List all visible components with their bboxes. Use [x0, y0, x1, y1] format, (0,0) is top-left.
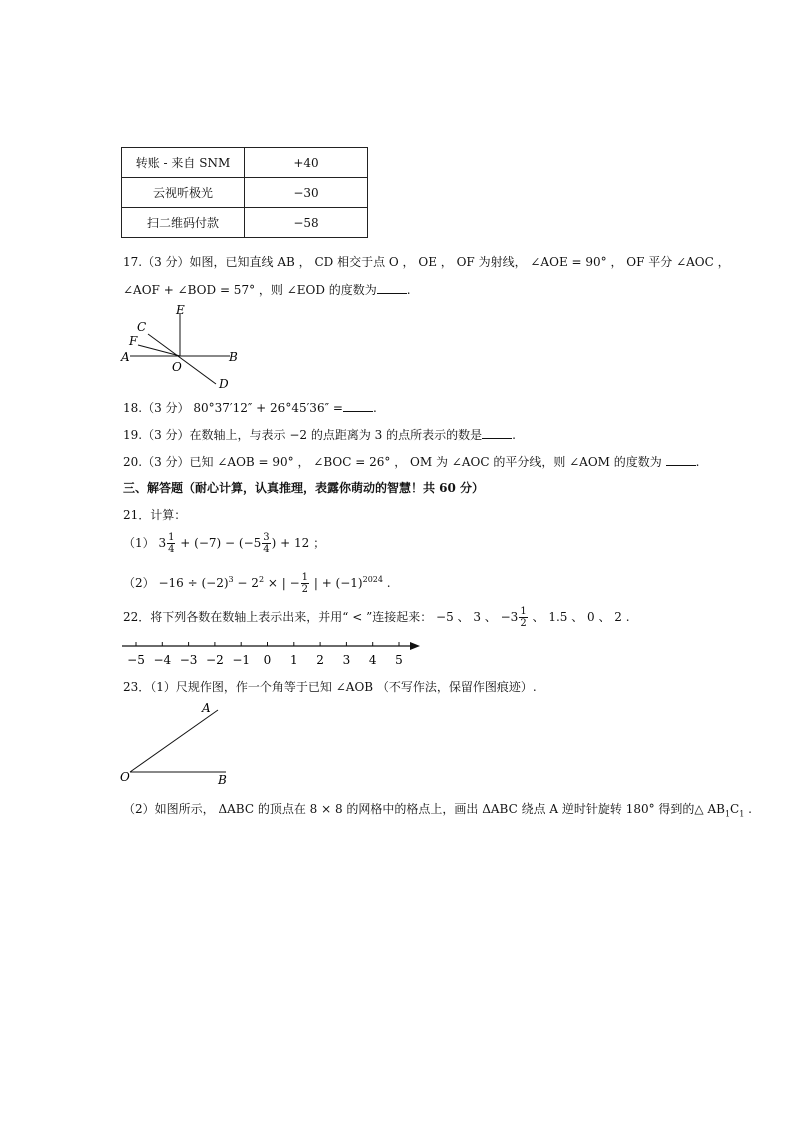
- transaction-table-body: [122, 148, 368, 238]
- q20-end: .: [695, 455, 700, 469]
- transaction-name-cell: 云视听极光: [122, 178, 245, 208]
- number-line-tick-label: 1: [289, 653, 298, 667]
- q21-p2-mid1: − 2: [233, 576, 259, 590]
- q23-p2-end: .: [744, 802, 752, 816]
- transaction-name-cell: 扫二维码付款: [122, 208, 245, 238]
- fraction-numerator: 1: [301, 572, 309, 583]
- q20-answer-blank[interactable]: [666, 453, 696, 466]
- number-line-tick-label: 0: [263, 653, 272, 667]
- fraction-one-quarter: [167, 532, 175, 555]
- transaction-amount-cell: +40: [245, 148, 368, 178]
- label-d: D: [219, 377, 229, 391]
- q22-text: [123, 604, 630, 630]
- q23-p2-prefix: （2）如图所示， ΔABC 的顶点在 8 × 8 的网格中的格点上，画出 ΔABC 绕点 A 逆时针旋转 180° 得到的△ AB: [123, 802, 725, 816]
- number-line-tick-label: 2: [316, 653, 324, 667]
- exponent: 3: [228, 575, 234, 584]
- section3-title: 三、解答题（耐心计算，认真推理，表露你萌动的智慧！共 60 分）: [123, 481, 485, 495]
- label-f: F: [129, 334, 138, 348]
- q17-line2-end: .: [406, 283, 411, 297]
- q23-part1: 23．（1）尺规作图，作一个角等于已知 ∠AOB （不写作法，保留作图痕迹）.: [123, 680, 537, 694]
- label-o: O: [172, 360, 182, 374]
- q21-p1-end: ) + 12 ；: [271, 536, 326, 550]
- number-line-tick-label: −1: [232, 653, 251, 667]
- fraction-denominator: 2: [301, 584, 309, 595]
- fraction-denominator: 4: [168, 544, 175, 555]
- q23-part2: [123, 801, 752, 822]
- number-line-tick-label: −3: [179, 653, 198, 667]
- transaction-row: [122, 148, 368, 178]
- label-e: E: [176, 303, 185, 317]
- ray-of: [138, 345, 180, 356]
- q19-text: 19.（3 分）在数轴上，与表示 −2 的点距离为 3 的点所表示的数是: [123, 428, 483, 442]
- number-line-tick-label: −2: [206, 653, 224, 667]
- ray-oa: [130, 710, 218, 772]
- label-b: B: [229, 350, 238, 364]
- fraction-one-half: [301, 572, 309, 595]
- fraction-numerator: 1: [520, 606, 527, 617]
- subscript: 1: [739, 809, 745, 819]
- label-a: A: [202, 701, 211, 715]
- transaction-row: [122, 208, 368, 238]
- q19: [123, 426, 516, 443]
- q19-answer-blank[interactable]: [482, 426, 512, 439]
- transaction-table: [121, 147, 368, 238]
- q20-text: 20.（3 分）已知 ∠AOB = 90° ， ∠BOC = 26° ， OM 为 ∠AOC 的平分线，则 ∠AOM 的度数为: [123, 455, 662, 469]
- q21-part2: [123, 567, 391, 596]
- q21-p2-mid2: × | −: [264, 576, 300, 590]
- q18: [123, 399, 377, 416]
- subscript: 1: [724, 809, 731, 819]
- q17-figure: [118, 300, 268, 392]
- q22-suffix: 、 1.5 、 0 、 2 .: [528, 610, 630, 624]
- exponent: 2: [258, 575, 265, 584]
- q22-prefix: 22．将下列各数在数轴上表示出来，并用“ < ”连接起来： −5 、 3 、 −3: [123, 610, 519, 624]
- fraction-numerator: 1: [168, 532, 175, 543]
- number-line-tick-label: −5: [127, 653, 145, 667]
- number-line-tick-label: 5: [395, 653, 403, 667]
- exponent: 2024: [362, 575, 383, 584]
- number-line-arrow-icon: [410, 642, 420, 650]
- fraction-numerator: 3: [263, 532, 270, 543]
- fraction-denominator: 2: [520, 618, 527, 629]
- q17-line2: [123, 281, 411, 298]
- q18-answer-blank[interactable]: [343, 399, 373, 412]
- q21-part1: [123, 530, 325, 556]
- q21-p1-mid: + (−7) − (−5: [176, 536, 262, 550]
- fraction-three-quarters: [262, 532, 270, 555]
- transaction-row: [122, 178, 368, 208]
- q21-p2-mid3: | + (−1): [310, 576, 363, 590]
- label-b: B: [218, 773, 227, 787]
- q21-p2-end: .: [382, 576, 391, 590]
- q19-end: .: [512, 428, 516, 442]
- transaction-amount-cell: −30: [245, 178, 368, 208]
- q23-angle-figure: [118, 698, 238, 790]
- q23-p2-mid: C: [730, 802, 740, 816]
- transaction-amount-cell: −58: [245, 208, 368, 238]
- number-line-tick-label: 4: [368, 653, 377, 667]
- label-a: A: [121, 350, 130, 364]
- transaction-name-cell: 转账 - 来自 SNM: [122, 148, 245, 178]
- q21-p2-prefix: （2） −16 ÷ (−2): [123, 576, 229, 590]
- fraction-denominator: 4: [263, 544, 270, 555]
- q18-end: .: [372, 401, 377, 415]
- q20: [123, 453, 699, 470]
- number-line-tick-label: 3: [342, 653, 351, 667]
- line-cd: [148, 334, 216, 384]
- label-o: O: [120, 770, 130, 784]
- label-c: C: [137, 320, 147, 334]
- q17-answer-blank[interactable]: [377, 281, 407, 294]
- q17-line1: 17.（3 分）如图，已知直线 AB ， CD 相交于点 O ， OE ， OF 为射线， ∠AOE = 90° ， OF 平分 ∠AOC ，: [123, 255, 730, 269]
- q17-line2-text: ∠AOF + ∠BOD = 57° ，则 ∠EOD 的度数为: [123, 283, 377, 297]
- q18-text: 18.（3 分） 80°37′12″ + 26°45′36″ =: [123, 401, 343, 415]
- number-line: [118, 636, 428, 670]
- number-line-tick-label: −4: [153, 653, 172, 667]
- q21-p1-prefix: （1） 3: [123, 536, 167, 550]
- fraction-one-half: [519, 606, 527, 629]
- q21-title: 21．计算：: [123, 508, 187, 522]
